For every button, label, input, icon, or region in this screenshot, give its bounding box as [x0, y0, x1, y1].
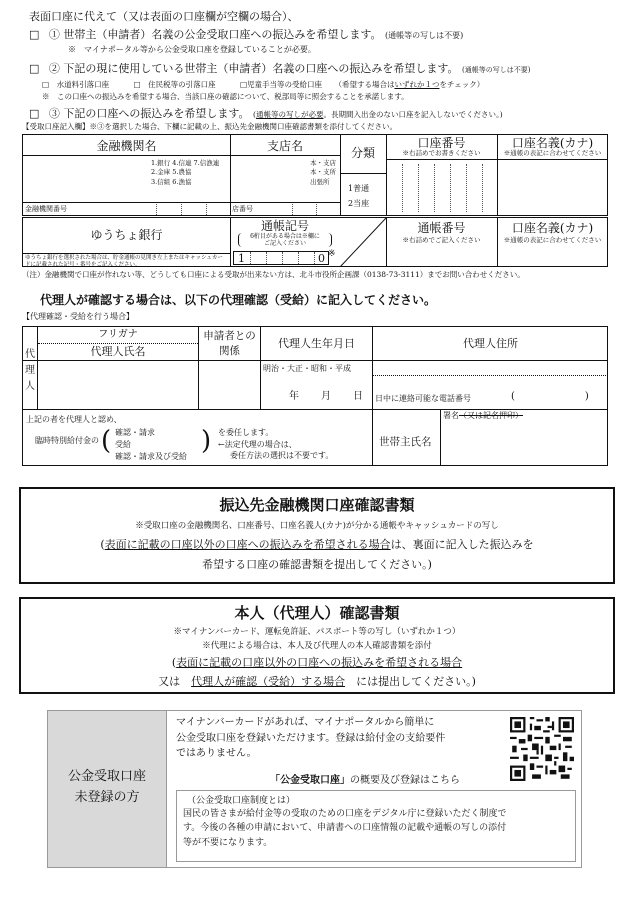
mynumber-section [47, 710, 582, 868]
holder2-header: 口座名義(カナ) [511, 221, 594, 235]
option-2-checkbox[interactable]: □ [29, 62, 40, 75]
birthdate-label: 代理人生年月日 [278, 337, 355, 350]
branch-name-header: 支店名 [266, 139, 303, 153]
account-section-header: 【受取口座記入欄】※③を選択した場合、下欄に記載の上、振込先金融機関口座確認書類を添付してください。 [22, 122, 397, 131]
agent-name-label: 代理人氏名 [90, 345, 146, 358]
intro-text: 表面口座に代えて（又は表面の口座欄が空欄の場合）、 [29, 10, 299, 23]
yucho-bank-name: ゆうちょ銀行 [90, 228, 163, 242]
option-3-checkbox[interactable]: □ [29, 107, 40, 120]
child-allowance-checkbox[interactable]: □児童手当等の受給口座 [239, 80, 323, 89]
account-type-options[interactable]: 1普通 2当座 [348, 184, 370, 209]
bangou-header: 通帳番号 [417, 221, 466, 235]
bank-kind-options[interactable]: 1.銀行 4.信連 7.信漁連 2.金庫 5.農協 3.信組 6.漁協 [151, 159, 220, 186]
account-number-header: 口座番号 [417, 136, 466, 150]
kigo-star: ※ [328, 249, 336, 259]
mynumber-description: マイナンバーカードがあれば、マイナポータルから簡単に 公金受取口座を登録いただけます。登録は給付金の支給要件 ではありません。 [176, 717, 446, 759]
bank-footnote: （注）金融機関で口座が作れない等、どうしても口座による受取が出来ない方は、北斗市役所企画課（0138-73-3111）までお問い合わせください。 [22, 270, 525, 279]
qr-code-icon[interactable] [510, 717, 574, 781]
agent-table: 代 理 人 フリガナ 代理人氏名 申請者との関係 代理人生年月日 代理人住所 明治・大正・昭和・平成 年 月 日 日中に連絡可能な電話番号 ( ) 上記の者を代理人と認め、 臨時特別給付金の ( 確認・請求 受給 確認・請求及び受給 ) を委任します。 ←法定代理の場合は、 委任方法の選択は不要です。 世帯主氏名 署名（又は記名押印） [22, 326, 608, 466]
account-number-cells[interactable] [387, 160, 497, 216]
furigana-label: フリガナ [98, 329, 138, 340]
yucho-table: ゆうちょ銀行 ゆうちょ銀行を選択された場合は、貯金通帳の見開き左上またはキャッシュカードに記載された記号・番号をご記入ください。 通帳記号 6桁目がある場合は※欄に ご記入ください 1 0 ※ 通帳番号 ※右詰めでご記入ください 口座名義(カナ) ※通帳の表記に合わせてください [22, 217, 608, 267]
agent-name-field[interactable] [38, 361, 198, 409]
identity-doc-title: 本人（代理人）確認書類 [234, 604, 400, 622]
address-field[interactable] [373, 361, 608, 375]
signature-label: 署名（又は記名押印） [443, 411, 523, 420]
definition-title: （公金受取口座制度とは） [187, 796, 296, 806]
option-1-checkbox[interactable]: □ [29, 28, 40, 41]
identity-doc-box: 本人（代理人）確認書類 ※マイナンバーカード、運転免許証、パスポート等の写し（いずれか１つ） ※代理による場合は、本人及び代理人の本人確認書類を添付 (表面に記載の口座以外の口座への振込みを希望される場合 又は 代理人が確認（受給）する場合 には提出してください。) [19, 597, 615, 694]
birthdate-field[interactable]: 年 月 日 [289, 391, 363, 402]
account-type-header: 分類 [350, 146, 375, 160]
kigo-cells[interactable]: 1 0 [233, 251, 329, 265]
agent-side-label: 代 理 人 [25, 349, 35, 392]
phone-label: 日中に連絡可能な電話番号 [375, 394, 471, 403]
option-1: □ ① 世帯主（申請者）名義の公金受取口座への振込みを希望します。 (通帳等の写しは不要) [29, 28, 464, 41]
water-account-checkbox[interactable]: □ 水道料引落口座 [42, 80, 110, 89]
relation-label: 申請者との関係 [203, 330, 256, 357]
bank-code-cells[interactable] [131, 203, 230, 216]
bank-doc-box: 振込先金融機関口座確認書類 ※受取口座の金融機関名、口座番号、口座名義人(カナ)が分かる通帳やキャッシュカードの写し (表面に記載の口座以外の口座への振込みを希望される場合は、裏面に記入した振込みを 希望する口座の確認書類を提出してください。) [19, 487, 615, 584]
benefit-label: 臨時特別給付金の [35, 436, 99, 445]
branch-code-cells[interactable] [268, 203, 340, 216]
delegate-intro: 上記の者を代理人と認め、 [26, 415, 122, 424]
kigo-header: 通帳記号 [260, 219, 309, 233]
definition-text: 国民の皆さまが給付金等の受取のための口座をデジタル庁に登録いただく制度で す。今後の各種の申請において、申請書への口座情報の記載や通帳の写しの添付 等が不要になります。 [183, 809, 507, 848]
relation-field[interactable] [199, 361, 260, 409]
option-2: □ ② 下記の現に使用している世帯主（申請者）名義の口座への振込みを希望します。 (通帳等の写しは不要) [29, 62, 531, 75]
branch-kind-options[interactable]: 本・支店 本・支所 出張所 [310, 159, 336, 186]
option-2-subchoices: □ 水道料引落口座 □ 住民税等の引落口座 □児童手当等の受給口座 （希望する場合はいずれか１つをチェック） [42, 80, 485, 89]
account-holder-field[interactable] [498, 160, 608, 216]
branch-code-label: 店番号 [232, 205, 253, 213]
yucho-note: ゆうちょ銀行を選択された場合は、貯金通帳の見開き左上またはキャッシュカードに記載された記号・番号をご記入ください。 [25, 255, 223, 268]
tax-account-checkbox[interactable]: □ 住民税等の引落口座 [133, 80, 216, 89]
option-3: □ ③ 下記の口座への振込みを希望します。 (通帳等の写しが必要。長期間入出金のない口座を記入しないでください。) [29, 107, 503, 120]
bank-account-table: 金融機関名 支店名 分類 口座番号 ※右詰めでお書きください 口座名義(カナ) ※通帳の表記に合わせてください 1.銀行 4.信連 7.信漁連 2.金庫 5.農協 3.信組 6.漁協 本・支店 本・支所 出張所 1普通 2当座 金融機関番号 店番号 [22, 134, 608, 216]
agent-section-title: 【代理確認・受給を行う場合】 [22, 312, 134, 321]
hoh-label: 世帯主氏名 [379, 436, 432, 448]
option-2-note: ※ この口座への振込みを希望する場合、当該口座の確認について、税部局等に照会することを承諾します。 [42, 92, 409, 101]
yucho-diagonal-slash [340, 218, 386, 267]
entrust-text: を委任します。 [218, 428, 274, 437]
account-holder-header: 口座名義(カナ) [511, 136, 594, 150]
signature-field[interactable] [441, 423, 608, 466]
agent-notice: 代理人が確認する場合は、以下の代理確認（受給）に記入してください。 [40, 293, 437, 307]
bank-code-label: 金融機関番号 [25, 205, 67, 213]
era-options[interactable]: 明治・大正・昭和・平成 [263, 364, 351, 373]
mynumber-left-panel: 公金受取口座 未登録の方 [48, 711, 166, 867]
address-label: 代理人住所 [463, 337, 518, 350]
bank-doc-title: 振込先金融機関口座確認書類 [219, 496, 415, 514]
delegation-choices[interactable]: 確認・請求 受給 確認・請求及び受給 [115, 428, 187, 461]
bank-name-header: 金融機関名 [96, 139, 157, 153]
mynumber-link[interactable]: 「公金受取口座」の概要及び登録はこちら [270, 775, 460, 786]
option-1-note: ※ マイナポータル等から公金受取口座を登録していることが必要。 [68, 45, 316, 54]
definition-box [176, 790, 576, 862]
phone-field[interactable]: ( ) [511, 391, 589, 402]
